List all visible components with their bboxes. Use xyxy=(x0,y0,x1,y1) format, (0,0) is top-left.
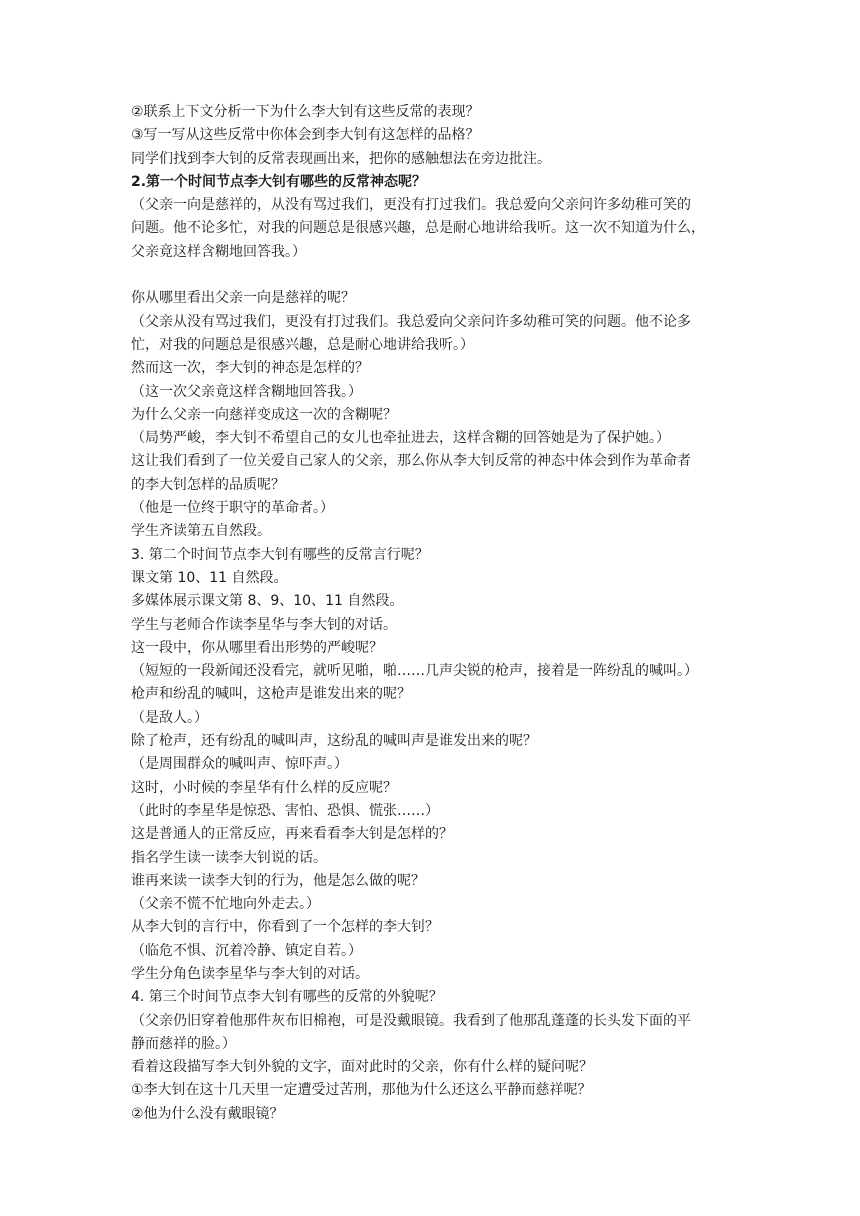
text-line: 课文第 10、11 自然段。 xyxy=(131,569,288,586)
text-line: ②联系上下文分析一下为什么李大钊有这些反常的表现？ xyxy=(131,104,480,120)
text-line: 除了枪声，还有纷乱的喊叫声，这纷乱的喊叫声是谁发出来的呢？ xyxy=(131,733,537,750)
text-line: 枪声和纷乱的喊叫，这枪声是谁发出来的呢？ xyxy=(131,686,411,703)
text-line: 指名学生读一读李大钊说的话。 xyxy=(131,849,327,866)
text-line: 这让我们看到了一位关爱自己家人的父亲，那么你从李大钊反常的神态中体会到作为革命者 xyxy=(131,453,691,470)
text-line: 的李大钊怎样的品质呢？ xyxy=(131,476,285,493)
text-line: （是敌人。） xyxy=(131,709,208,726)
text-line: （此时的李星华是惊恐、害怕、恐惧、慌张……） xyxy=(131,802,439,819)
text-line: 问题。他不论多忙，对我的问题总是很感兴趣，总是耐心地讲给我听。这一次不知道为什么， xyxy=(131,220,705,237)
text-line: （父亲一向是慈祥的，从没有骂过我们，更没有打过我们。我总爱向父亲问许多幼稚可笑的 xyxy=(131,197,691,214)
text-line: 为什么父亲一向慈祥变成这一次的含糊呢？ xyxy=(131,406,397,423)
text-line: （短短的一段新闻还没看完，就听见啪，啪……几声尖锐的枪声，接着是一阵纷乱的喊叫。） xyxy=(131,663,698,680)
text-line: （父亲仍旧穿着他那件灰布旧棉袍，可是没戴眼镜。我看到了他那乱蓬蓬的长头发下面的平 xyxy=(131,1012,691,1029)
text-line: 忙，对我的问题总是很感兴趣，总是耐心地讲给我听。） xyxy=(131,336,474,353)
section-heading: 2.第一个时间节点李大钊有哪些的反常神态呢？ xyxy=(131,173,427,190)
text-line: （他是一位终于职守的革命者。） xyxy=(131,500,334,517)
text-line: 多媒体展示课文第 8、9、10、11 自然段。 xyxy=(131,593,404,610)
text-line: 学生分角色读李星华与李大钊的对话。 xyxy=(131,965,369,982)
text-line: 父亲竟这样含糊地回答我。） xyxy=(131,243,306,260)
text-line: 学生与老师合作读李星华与李大钊的对话。 xyxy=(131,616,397,633)
document-body xyxy=(131,101,736,1126)
text-line: ③写一写从这些反常中你体会到李大钊有这怎样的品格？ xyxy=(131,127,480,144)
text-line: 谁再来读一读李大钊的行为，他是怎么做的呢？ xyxy=(131,872,425,889)
text-line: 看着这段描写李大钊外貌的文字，面对此时的父亲，你有什么样的疑问呢？ xyxy=(131,1059,593,1076)
text-line: 3. 第二个时间节点李大钊有哪些的反常言行呢？ xyxy=(131,546,429,563)
text-line: （父亲从没有骂过我们，更没有打过我们。我总爱向父亲问许多幼稚可笑的问题。他不论多 xyxy=(131,313,691,330)
text-line: 从李大钊的言行中，你看到了一个怎样的李大钊？ xyxy=(131,919,439,936)
text-line: 4. 第三个时间节点李大钊有哪些的反常的外貌呢？ xyxy=(131,989,443,1006)
text-line: ①李大钊在这十几天里一定遭受过苦刑，那他为什么还这么平静而慈祥呢？ xyxy=(131,1082,592,1099)
text-line: 同学们找到李大钊的反常表现画出来，把你的感触想法在旁边批注。 xyxy=(131,150,551,167)
text-line: 这一段中，你从哪里看出形势的严峻呢？ xyxy=(131,639,383,656)
text-line: （临危不惧、沉着冷静、镇定自若。） xyxy=(131,942,362,959)
text-line: 你从哪里看出父亲一向是慈祥的呢？ xyxy=(131,290,355,307)
text-line: （是周围群众的喊叫声、惊吓声。） xyxy=(131,756,348,773)
text-line: 学生齐读第五自然段。 xyxy=(131,523,271,540)
text-line: （父亲不慌不忙地向外走去。） xyxy=(131,896,320,913)
text-line: 这时，小时候的李星华有什么样的反应呢？ xyxy=(131,779,397,796)
text-line: 然而这一次，李大钊的神态是怎样的？ xyxy=(131,360,369,377)
text-line: 这是普通人的正常反应，再来看看李大钊是怎样的？ xyxy=(131,826,453,843)
blank-line xyxy=(131,264,736,287)
text-line: 静而慈祥的脸。） xyxy=(131,1035,236,1052)
text-line: ②他为什么没有戴眼镜？ xyxy=(131,1105,284,1122)
text-line: （这一次父亲竟这样含糊地回答我。） xyxy=(131,383,362,400)
text-line: （局势严峻，李大钊不希望自己的女儿也牵扯进去，这样含糊的回答她是为了保护她。） xyxy=(131,430,670,447)
